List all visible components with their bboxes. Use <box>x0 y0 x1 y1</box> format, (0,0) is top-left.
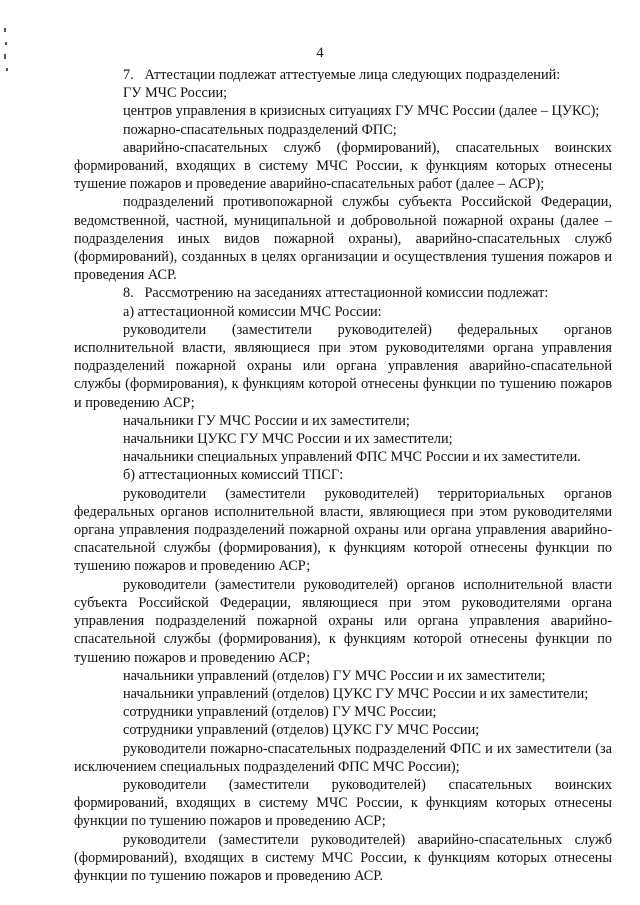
document-body <box>74 66 612 885</box>
paragraph: ГУ МЧС России; <box>123 85 228 102</box>
paragraph-item-7-heading: 7. Аттестации подлежат аттестуемые лица следующих подразделений: <box>123 67 561 83</box>
paragraph: начальники ЦУКС ГУ МЧС России и их заместители; <box>123 431 453 448</box>
paragraph: начальники управлений (отделов) ГУ МЧС России и их заместители; <box>123 667 546 684</box>
paragraph: центров управления в кризисных ситуациях ГУ МЧС России (далее – ЦУКС); <box>123 103 600 120</box>
paragraph: сотрудники управлений (отделов) ГУ МЧС России; <box>123 704 437 721</box>
paragraph: начальники специальных управлений ФПС МЧС России и их заместители. <box>123 449 581 466</box>
paragraph: аварийно-спасательных служб (формирований), спасательных воинских формирований, входящих в систему МЧС России, к функциям которых отнесены тушение пожаров и проведение аварийно-спасательных работ (далее – АСР); <box>74 139 612 193</box>
paragraph-item-8-heading: 8. Рассмотрению на заседаниях аттестационной комиссии подлежат: <box>123 285 549 302</box>
paragraph: руководители пожарно-спасательных подразделений ФПС и их заместители (за исключением специальных подразделений ФПС МЧС России); <box>74 740 612 775</box>
paragraph: руководители (заместители руководителей) территориальных органов федеральных органов исполнительной власти, являющиеся при этом руководителями органа управления подразделений пожарной охраны или органа управления аварийно-спасательной службы (формирования), к функциям которой отнесены функции по тушению пожаров и проведению АСР; <box>74 485 612 575</box>
paragraph: начальники ГУ МЧС России и их заместители; <box>123 412 410 429</box>
subsection-b-heading: б) аттестационных комиссий ТПСГ: <box>123 467 344 484</box>
paragraph: подразделений противопожарной службы субъекта Российской Федерации, ведомственной, частной, муниципальной и добровольной пожарной охраны (далее – подразделения иных видов пожарной охраны), аварийно-спасательных служб (формирований), созданных в целях организации и осуществления тушения пожаров и проведения АСР. <box>74 194 612 284</box>
subsection-a-heading: а) аттестационной комиссии МЧС России: <box>123 303 382 320</box>
paragraph: пожарно-спасательных подразделений ФПС; <box>123 121 397 138</box>
paragraph: начальники управлений (отделов) ЦУКС ГУ МЧС России и их заместители; <box>123 685 589 702</box>
paragraph: руководители (заместители руководителей) аварийно-спасательных служб (формирований), входящих в систему МЧС России, к функциям которых отнесены функции по тушению пожаров и проведению АСР. <box>74 831 612 884</box>
page-number: 4 <box>316 45 324 61</box>
paragraph: сотрудники управлений (отделов) ЦУКС ГУ МЧС России; <box>123 722 480 739</box>
paragraph: руководители (заместители руководителей) органов исполнительной власти субъекта Российской Федерации, являющиеся при этом руководителями органа управления подразделений пожарной охраны или органа управления аварийно-спасательной службы (формирования), к функциям которой отнесены функции по тушению пожаров и проведению АСР; <box>74 576 612 666</box>
paragraph: руководители (заместители руководителей) спасательных воинских формирований, входящих в систему МЧС России, к функциям которых отнесены функции по тушению пожаров и проведению АСР; <box>74 776 612 830</box>
paragraph: руководители (заместители руководителей) федеральных органов исполнительной власти, являющиеся при этом руководителями органа управления подразделений пожарной охраны или органа управления аварийно-спасательной службы (формирования), к функциям которой отнесены функции по тушению пожаров и проведению АСР; <box>74 321 612 411</box>
